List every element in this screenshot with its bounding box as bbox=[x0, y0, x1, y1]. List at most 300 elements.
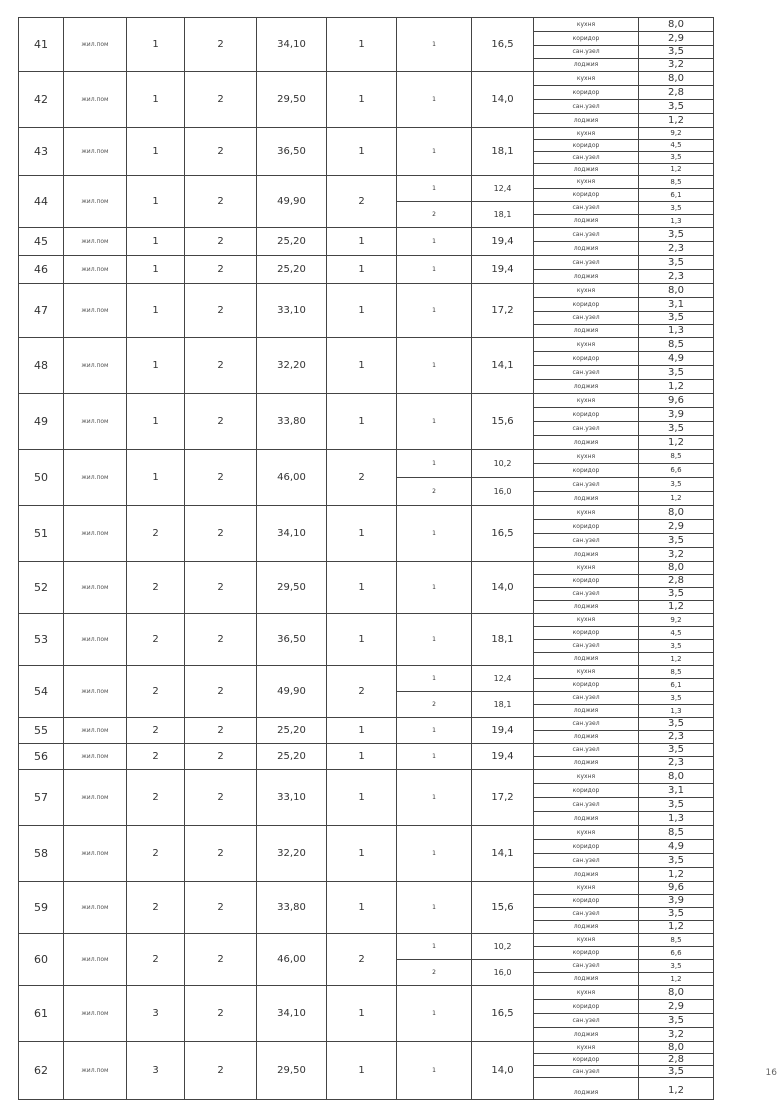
aux-room-area: 6,6 bbox=[639, 947, 714, 960]
section-value: 2 bbox=[185, 228, 257, 256]
aux-room-label: сан.узел bbox=[534, 718, 639, 731]
table-row bbox=[19, 128, 714, 140]
room-index: 1 bbox=[397, 256, 472, 284]
total-area: 25,20 bbox=[257, 228, 327, 256]
aux-room-area: 3,5 bbox=[639, 256, 714, 270]
section-value: 2 bbox=[185, 614, 257, 666]
aux-room-label: лоджия bbox=[534, 1028, 639, 1042]
aux-room-label: коридор bbox=[534, 1000, 639, 1014]
section-value: 2 bbox=[185, 506, 257, 562]
table-row bbox=[19, 770, 714, 784]
aux-room-area: 3,5 bbox=[639, 152, 714, 164]
aux-room-area: 3,5 bbox=[639, 1066, 714, 1078]
living-area: 18,1 bbox=[472, 614, 534, 666]
floor-value: 2 bbox=[127, 770, 185, 826]
apartment-number: 53 bbox=[19, 614, 64, 666]
aux-room-area: 8,0 bbox=[639, 18, 714, 32]
aux-room-area: 3,5 bbox=[639, 718, 714, 731]
total-area: 25,20 bbox=[257, 744, 327, 770]
section-value: 2 bbox=[185, 176, 257, 228]
aux-room-label: сан.узел bbox=[534, 422, 639, 436]
total-area: 36,50 bbox=[257, 614, 327, 666]
premise-type: жил.пом bbox=[64, 614, 127, 666]
aux-room-label: коридор bbox=[534, 575, 639, 588]
total-area: 29,50 bbox=[257, 562, 327, 614]
aux-room-area: 4,5 bbox=[639, 140, 714, 152]
aux-room-area: 6,1 bbox=[639, 189, 714, 202]
floor-value: 2 bbox=[127, 826, 185, 882]
total-area: 25,20 bbox=[257, 256, 327, 284]
room-index: 1 bbox=[397, 284, 472, 338]
aux-room-area: 2,3 bbox=[639, 757, 714, 770]
room-index: 1 bbox=[397, 18, 472, 72]
section-value: 2 bbox=[185, 882, 257, 934]
room-index: 1 bbox=[397, 614, 472, 666]
apartment-number: 48 bbox=[19, 338, 64, 394]
aux-room-label: сан.узел bbox=[534, 908, 639, 921]
floor-value: 2 bbox=[127, 614, 185, 666]
room-count: 1 bbox=[327, 394, 397, 450]
room-index: 1 bbox=[397, 506, 472, 562]
aux-room-label: сан.узел bbox=[534, 854, 639, 868]
aux-room-label: лоджия bbox=[534, 242, 639, 256]
section-value: 2 bbox=[185, 284, 257, 338]
living-area: 10,2 bbox=[472, 450, 534, 478]
apartment-number: 49 bbox=[19, 394, 64, 450]
premise-type: жил.пом bbox=[64, 72, 127, 128]
room-index: 1 bbox=[397, 1042, 472, 1100]
aux-room-label: коридор bbox=[534, 352, 639, 366]
living-area: 18,1 bbox=[472, 128, 534, 176]
aux-room-label: кухня bbox=[534, 338, 639, 352]
floor-value: 2 bbox=[127, 506, 185, 562]
aux-room-area: 8,0 bbox=[639, 562, 714, 575]
room-count: 1 bbox=[327, 228, 397, 256]
room-index: 2 bbox=[397, 202, 472, 228]
aux-room-area: 3,9 bbox=[639, 408, 714, 422]
table-row bbox=[19, 826, 714, 840]
premise-type: жил.пом bbox=[64, 562, 127, 614]
aux-room-area: 3,5 bbox=[639, 854, 714, 868]
aux-room-label: коридор bbox=[534, 679, 639, 692]
aux-room-label: лоджия bbox=[534, 548, 639, 562]
aux-room-area: 3,5 bbox=[639, 534, 714, 548]
aux-room-label: коридор bbox=[534, 1054, 639, 1066]
aux-room-label: лоджия bbox=[534, 921, 639, 934]
section-value: 2 bbox=[185, 770, 257, 826]
total-area: 34,10 bbox=[257, 986, 327, 1042]
section-value: 2 bbox=[185, 394, 257, 450]
aux-room-label: сан.узел bbox=[534, 534, 639, 548]
aux-room-area: 3,2 bbox=[639, 1028, 714, 1042]
aux-room-area: 1,2 bbox=[639, 973, 714, 986]
room-count: 1 bbox=[327, 562, 397, 614]
aux-room-area: 2,8 bbox=[639, 86, 714, 100]
total-area: 49,90 bbox=[257, 666, 327, 718]
premise-type: жил.пом bbox=[64, 934, 127, 986]
aux-room-area: 3,1 bbox=[639, 298, 714, 312]
aux-room-area: 2,9 bbox=[639, 32, 714, 46]
aux-room-label: коридор bbox=[534, 840, 639, 854]
floor-value: 2 bbox=[127, 882, 185, 934]
aux-room-label: сан.узел bbox=[534, 478, 639, 492]
floor-value: 2 bbox=[127, 934, 185, 986]
aux-room-label: лоджия bbox=[534, 380, 639, 394]
aux-room-label: лоджия bbox=[534, 59, 639, 72]
aux-room-area: 4,5 bbox=[639, 627, 714, 640]
aux-room-label: сан.узел bbox=[534, 100, 639, 114]
aux-room-label: коридор bbox=[534, 947, 639, 960]
table-row bbox=[19, 72, 714, 86]
apartment-number: 61 bbox=[19, 986, 64, 1042]
room-index: 1 bbox=[397, 882, 472, 934]
table-row bbox=[19, 562, 714, 575]
aux-room-label: коридор bbox=[534, 784, 639, 798]
living-area: 19,4 bbox=[472, 744, 534, 770]
aux-room-label: сан.узел bbox=[534, 640, 639, 653]
section-value: 2 bbox=[185, 1042, 257, 1100]
aux-room-area: 3,1 bbox=[639, 784, 714, 798]
aux-room-area: 1,3 bbox=[639, 215, 714, 228]
aux-room-label: лоджия bbox=[534, 601, 639, 614]
aux-room-label: сан.узел bbox=[534, 798, 639, 812]
aux-room-area: 8,5 bbox=[639, 450, 714, 464]
aux-room-label: сан.узел bbox=[534, 46, 639, 59]
premise-type: жил.пом bbox=[64, 176, 127, 228]
table-row bbox=[19, 666, 714, 679]
aux-room-label: коридор bbox=[534, 86, 639, 100]
aux-room-area: 3,5 bbox=[639, 202, 714, 215]
premise-type: жил.пом bbox=[64, 666, 127, 718]
floor-value: 1 bbox=[127, 18, 185, 72]
room-count: 2 bbox=[327, 176, 397, 228]
section-value: 2 bbox=[185, 934, 257, 986]
aux-room-label: лоджия bbox=[534, 1078, 639, 1100]
section-value: 2 bbox=[185, 986, 257, 1042]
room-index: 1 bbox=[397, 986, 472, 1042]
table-row bbox=[19, 934, 714, 947]
aux-room-label: сан.узел bbox=[534, 744, 639, 757]
floor-value: 1 bbox=[127, 128, 185, 176]
aux-room-area: 3,5 bbox=[639, 960, 714, 973]
living-area: 12,4 bbox=[472, 176, 534, 202]
premise-type: жил.пом bbox=[64, 718, 127, 744]
aux-room-area: 3,5 bbox=[639, 228, 714, 242]
aux-room-area: 1,2 bbox=[639, 436, 714, 450]
aux-room-area: 3,5 bbox=[639, 422, 714, 436]
aux-room-label: сан.узел bbox=[534, 202, 639, 215]
section-value: 2 bbox=[185, 72, 257, 128]
aux-room-area: 2,9 bbox=[639, 1000, 714, 1014]
room-count: 1 bbox=[327, 284, 397, 338]
room-count: 1 bbox=[327, 986, 397, 1042]
aux-room-label: коридор bbox=[534, 895, 639, 908]
aux-room-label: кухня bbox=[534, 986, 639, 1000]
aux-room-area: 8,0 bbox=[639, 506, 714, 520]
aux-room-area: 4,9 bbox=[639, 352, 714, 366]
living-area: 14,1 bbox=[472, 338, 534, 394]
room-count: 1 bbox=[327, 744, 397, 770]
total-area: 36,50 bbox=[257, 128, 327, 176]
aux-room-area: 3,5 bbox=[639, 1014, 714, 1028]
aux-room-area: 8,5 bbox=[639, 176, 714, 189]
room-count: 2 bbox=[327, 666, 397, 718]
apartment-number: 51 bbox=[19, 506, 64, 562]
aux-room-label: лоджия bbox=[534, 164, 639, 176]
total-area: 33,80 bbox=[257, 394, 327, 450]
table-row bbox=[19, 450, 714, 464]
room-index: 1 bbox=[397, 666, 472, 692]
aux-room-area: 8,5 bbox=[639, 338, 714, 352]
room-index: 1 bbox=[397, 718, 472, 744]
living-area: 16,0 bbox=[472, 960, 534, 986]
table-row bbox=[19, 394, 714, 408]
living-area: 19,4 bbox=[472, 256, 534, 284]
apartment-number: 46 bbox=[19, 256, 64, 284]
living-area: 17,2 bbox=[472, 770, 534, 826]
aux-room-area: 6,6 bbox=[639, 464, 714, 478]
total-area: 29,50 bbox=[257, 1042, 327, 1100]
living-area: 12,4 bbox=[472, 666, 534, 692]
aux-room-label: сан.узел bbox=[534, 312, 639, 325]
aux-room-label: кухня bbox=[534, 450, 639, 464]
table-row bbox=[19, 506, 714, 520]
section-value: 2 bbox=[185, 450, 257, 506]
aux-room-area: 8,0 bbox=[639, 1042, 714, 1054]
aux-room-area: 2,3 bbox=[639, 731, 714, 744]
living-area: 14,0 bbox=[472, 1042, 534, 1100]
apartment-number: 55 bbox=[19, 718, 64, 744]
aux-room-area: 8,0 bbox=[639, 986, 714, 1000]
aux-room-label: сан.узел bbox=[534, 1066, 639, 1078]
aux-room-area: 2,3 bbox=[639, 242, 714, 256]
room-count: 1 bbox=[327, 72, 397, 128]
aux-room-area: 8,0 bbox=[639, 72, 714, 86]
aux-room-label: лоджия bbox=[534, 868, 639, 882]
premise-type: жил.пом bbox=[64, 338, 127, 394]
table-row bbox=[19, 176, 714, 189]
room-count: 1 bbox=[327, 1042, 397, 1100]
aux-room-label: лоджия bbox=[534, 436, 639, 450]
aux-room-label: сан.узел bbox=[534, 228, 639, 242]
living-area: 18,1 bbox=[472, 692, 534, 718]
living-area: 18,1 bbox=[472, 202, 534, 228]
floor-value: 1 bbox=[127, 256, 185, 284]
aux-room-label: кухня bbox=[534, 770, 639, 784]
page-number: 16 bbox=[765, 1068, 777, 1078]
aux-room-area: 3,2 bbox=[639, 548, 714, 562]
aux-room-label: сан.узел bbox=[534, 256, 639, 270]
table-row bbox=[19, 882, 714, 895]
room-count: 1 bbox=[327, 882, 397, 934]
aux-room-label: кухня bbox=[534, 18, 639, 32]
floor-value: 2 bbox=[127, 562, 185, 614]
aux-room-area: 1,3 bbox=[639, 325, 714, 338]
section-value: 2 bbox=[185, 128, 257, 176]
aux-room-label: лоджия bbox=[534, 653, 639, 666]
floor-value: 1 bbox=[127, 176, 185, 228]
living-area: 14,0 bbox=[472, 72, 534, 128]
aux-room-area: 3,5 bbox=[639, 744, 714, 757]
table-row bbox=[19, 1042, 714, 1054]
total-area: 49,90 bbox=[257, 176, 327, 228]
aux-room-area: 8,0 bbox=[639, 284, 714, 298]
floor-value: 1 bbox=[127, 228, 185, 256]
apartment-number: 47 bbox=[19, 284, 64, 338]
apartment-number: 43 bbox=[19, 128, 64, 176]
aux-room-label: сан.узел bbox=[534, 960, 639, 973]
apartment-number: 42 bbox=[19, 72, 64, 128]
premise-type: жил.пом bbox=[64, 450, 127, 506]
room-count: 1 bbox=[327, 614, 397, 666]
aux-room-area: 1,2 bbox=[639, 380, 714, 394]
aux-room-label: кухня bbox=[534, 934, 639, 947]
room-index: 1 bbox=[397, 228, 472, 256]
premise-type: жил.пом bbox=[64, 18, 127, 72]
aux-room-area: 3,5 bbox=[639, 588, 714, 601]
aux-room-label: кухня bbox=[534, 562, 639, 575]
living-area: 15,6 bbox=[472, 394, 534, 450]
total-area: 34,10 bbox=[257, 506, 327, 562]
total-area: 25,20 bbox=[257, 718, 327, 744]
aux-room-label: сан.узел bbox=[534, 588, 639, 601]
aux-room-area: 8,5 bbox=[639, 934, 714, 947]
premise-type: жил.пом bbox=[64, 826, 127, 882]
aux-room-label: кухня bbox=[534, 284, 639, 298]
aux-room-label: лоджия bbox=[534, 492, 639, 506]
room-index: 1 bbox=[397, 770, 472, 826]
living-area: 16,5 bbox=[472, 506, 534, 562]
aux-room-area: 8,5 bbox=[639, 666, 714, 679]
aux-room-label: лоджия bbox=[534, 731, 639, 744]
floor-value: 1 bbox=[127, 72, 185, 128]
aux-room-label: сан.узел bbox=[534, 366, 639, 380]
aux-room-area: 1,3 bbox=[639, 705, 714, 718]
aux-room-area: 9,6 bbox=[639, 882, 714, 895]
room-count: 1 bbox=[327, 128, 397, 176]
room-count: 2 bbox=[327, 934, 397, 986]
aux-room-label: кухня bbox=[534, 72, 639, 86]
apartment-number: 62 bbox=[19, 1042, 64, 1100]
aux-room-area: 1,2 bbox=[639, 164, 714, 176]
section-value: 2 bbox=[185, 718, 257, 744]
floor-value: 1 bbox=[127, 394, 185, 450]
living-area: 19,4 bbox=[472, 228, 534, 256]
table-row bbox=[19, 614, 714, 627]
aux-room-area: 1,2 bbox=[639, 921, 714, 934]
room-index: 2 bbox=[397, 692, 472, 718]
aux-room-label: кухня bbox=[534, 506, 639, 520]
apartment-number: 58 bbox=[19, 826, 64, 882]
floor-value: 2 bbox=[127, 718, 185, 744]
room-count: 1 bbox=[327, 506, 397, 562]
premise-type: жил.пом bbox=[64, 1042, 127, 1100]
aux-room-label: лоджия bbox=[534, 325, 639, 338]
aux-room-area: 2,8 bbox=[639, 1054, 714, 1066]
room-index: 1 bbox=[397, 176, 472, 202]
apartment-number: 56 bbox=[19, 744, 64, 770]
aux-room-label: кухня bbox=[534, 1042, 639, 1054]
floor-value: 1 bbox=[127, 338, 185, 394]
aux-room-label: сан.узел bbox=[534, 152, 639, 164]
apartment-number: 50 bbox=[19, 450, 64, 506]
section-value: 2 bbox=[185, 18, 257, 72]
aux-room-label: коридор bbox=[534, 298, 639, 312]
room-index: 2 bbox=[397, 478, 472, 506]
aux-room-label: лоджия bbox=[534, 812, 639, 826]
aux-room-label: коридор bbox=[534, 464, 639, 478]
aux-room-area: 9,2 bbox=[639, 614, 714, 627]
aux-room-area: 3,5 bbox=[639, 312, 714, 325]
apartment-number: 54 bbox=[19, 666, 64, 718]
aux-room-area: 1,2 bbox=[639, 1078, 714, 1100]
floor-value: 2 bbox=[127, 744, 185, 770]
aux-room-area: 3,5 bbox=[639, 366, 714, 380]
total-area: 33,10 bbox=[257, 770, 327, 826]
total-area: 32,20 bbox=[257, 338, 327, 394]
aux-room-label: кухня bbox=[534, 128, 639, 140]
aux-room-label: коридор bbox=[534, 140, 639, 152]
aux-room-area: 3,5 bbox=[639, 100, 714, 114]
aux-room-area: 3,5 bbox=[639, 640, 714, 653]
apartment-number: 60 bbox=[19, 934, 64, 986]
premise-type: жил.пом bbox=[64, 228, 127, 256]
section-value: 2 bbox=[185, 562, 257, 614]
aux-room-area: 8,0 bbox=[639, 770, 714, 784]
premise-type: жил.пом bbox=[64, 128, 127, 176]
total-area: 33,10 bbox=[257, 284, 327, 338]
apartment-number: 44 bbox=[19, 176, 64, 228]
section-value: 2 bbox=[185, 826, 257, 882]
aux-room-area: 1,2 bbox=[639, 114, 714, 128]
aux-room-label: лоджия bbox=[534, 270, 639, 284]
aux-room-area: 9,6 bbox=[639, 394, 714, 408]
aux-room-area: 2,8 bbox=[639, 575, 714, 588]
total-area: 34,10 bbox=[257, 18, 327, 72]
aux-room-label: коридор bbox=[534, 408, 639, 422]
room-count: 1 bbox=[327, 18, 397, 72]
premise-type: жил.пом bbox=[64, 744, 127, 770]
apartment-number: 59 bbox=[19, 882, 64, 934]
table-row bbox=[19, 284, 714, 298]
aux-room-label: кухня bbox=[534, 394, 639, 408]
living-area: 16,0 bbox=[472, 478, 534, 506]
aux-room-area: 3,5 bbox=[639, 46, 714, 59]
living-area: 14,1 bbox=[472, 826, 534, 882]
aux-room-label: кухня bbox=[534, 826, 639, 840]
aux-room-label: лоджия bbox=[534, 973, 639, 986]
aux-room-area: 3,2 bbox=[639, 59, 714, 72]
room-index: 1 bbox=[397, 338, 472, 394]
premise-type: жил.пом bbox=[64, 986, 127, 1042]
total-area: 46,00 bbox=[257, 934, 327, 986]
floor-value: 3 bbox=[127, 986, 185, 1042]
aux-room-area: 1,2 bbox=[639, 868, 714, 882]
aux-room-area: 3,9 bbox=[639, 895, 714, 908]
room-count: 2 bbox=[327, 450, 397, 506]
room-index: 1 bbox=[397, 394, 472, 450]
room-count: 1 bbox=[327, 256, 397, 284]
premise-type: жил.пом bbox=[64, 882, 127, 934]
aux-room-label: лоджия bbox=[534, 705, 639, 718]
aux-room-area: 4,9 bbox=[639, 840, 714, 854]
table-row bbox=[19, 338, 714, 352]
room-index: 1 bbox=[397, 72, 472, 128]
room-index: 1 bbox=[397, 826, 472, 882]
aux-room-label: кухня bbox=[534, 614, 639, 627]
living-area: 10,2 bbox=[472, 934, 534, 960]
premise-type: жил.пом bbox=[64, 394, 127, 450]
